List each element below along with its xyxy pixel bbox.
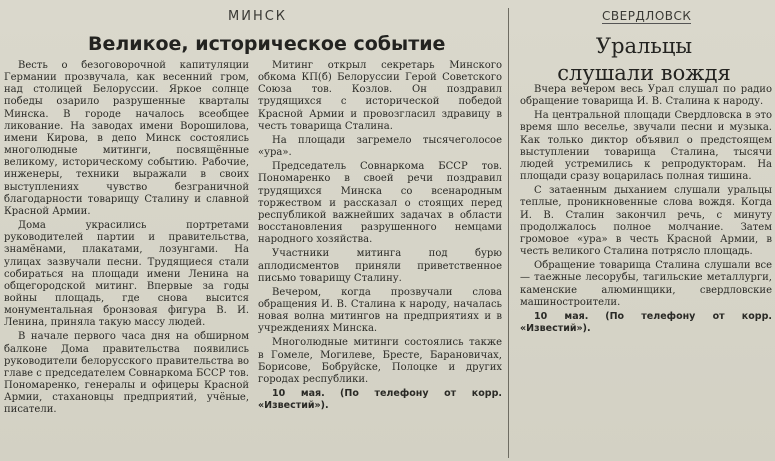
paragraph: Вчера вечером весь Урал слушал по радио обращение товарища И. В. Сталина к народу. [520,84,772,108]
paragraph: С затаенным дыханием слушали уральцы теплые, проникновенные слова вождя. Когда И. В. Сталин закончил речь, с минуту продолжалось полное молчание. Затем громовое «ура» в честь Красной Армии, в честь великого Сталина потрясло площадь. [520,185,772,258]
signature-date: 10 мая. [272,388,325,400]
dateline-sverdlovsk: СВЕРДЛОВСК [602,9,692,23]
sverdlovsk-signature [520,311,772,335]
minsk-headline: Великое, историческое событие [88,33,446,55]
paragraph: Участники митинга под бурю аплодисментов приняли приветственное письмо товарищу Сталину. [258,248,502,284]
paragraph: В начале первого часа дня на обширном балконе Дома правительства появились руководители белорусского правительства во главе с председателем Совнаркома БССР тов. Пономаренко, генералы и офицеры Красной Армии, стахановцы предприятий, учёные, писатели. [4,331,249,416]
paragraph: На центральной площади Свердловска в это время шло веселье, звучали песни и музыка. Как только диктор объявил о предстоящем выступлении товарища Сталина, тысячи людей устремились к репродукторам. На площади сразу воцарилась полная тишина. [520,110,772,183]
signature-date: 10 мая. [534,310,589,322]
signature-note: (По телефону от корр. «Известий»). [520,310,772,334]
paragraph: Обращение товарища Сталина слушали все — таежные лесорубы, тагильские металлурги, каменские алюминщики, свердловские машиностроители. [520,260,772,308]
paragraph: Дома украсились портретами руководителей партии и правительства, знамёнами, плакатами, лозунгами. На улицах зазвучали песни. Трудящиеся стали собираться на площади имени Ленина на общегородской митинг. Впервые за годы войны площадь, где снова высится монументальная бронзовая фигура В. И. Ленина, приняла такую массу людей. [4,220,249,329]
paragraph: На площади загремело тысячеголосое «ура». [258,134,502,159]
dateline-minsk: МИНСК [228,9,288,24]
paragraph: Председатель Совнаркома БССР тов. Пономаренко в своей речи поздравил трудящихся Минска со всенародным торжеством и рассказал о стоящих перед республикой важнейших задачах в области восстановления разрушенного немцами народного хозяйства. [258,161,502,246]
sverdlovsk-article [514,0,775,461]
minsk-column-1 [4,60,249,459]
minsk-signature [258,388,502,412]
signature-note: (По телефону от корр. «Известий»). [258,388,502,412]
sverdlovsk-column [520,84,772,459]
paragraph: Вечером, когда прозвучали слова обращения И. В. Сталина к народу, началась новая волна митингов на предприятиях и в учреждениях Минска. [258,286,502,335]
paragraph: Митинг открыл секретарь Минского обкома КП(б) Белоруссии Герой Советского Союза тов. Козлов. Он поздравил трудящихся с исторической победой Красной Армии и провозгласил здравицу в честь товарища Сталина. [258,60,502,132]
paragraph: Весть о безоговорочной капитуляции Германии прозвучала, как весенний гром, над столицей Белоруссии. Яркое солнце победы озарило разрушенные кварталы Минска. В городе началось всеобщее ликование. На заводах имени Ворошилова, имени Кирова, в депо Минск состоялись многолюдные митинги, посвящённые великому, историческому событию. Рабочие, инженеры, техники выражали в своих выступлениях чувство безграничной благодарности товарищу Сталину и славной Красной Армии. [4,60,249,217]
minsk-column-2 [258,60,502,459]
paragraph: Многолюдные митинги состоялись также в Гомеле, Могилеве, Бресте, Барановичах, Борисове, Бобруйске, Полоцке и других городах республики. [258,337,502,385]
column-divider [508,8,509,458]
sverdlovsk-headline: Уральцы слушали вождя [557,34,731,85]
